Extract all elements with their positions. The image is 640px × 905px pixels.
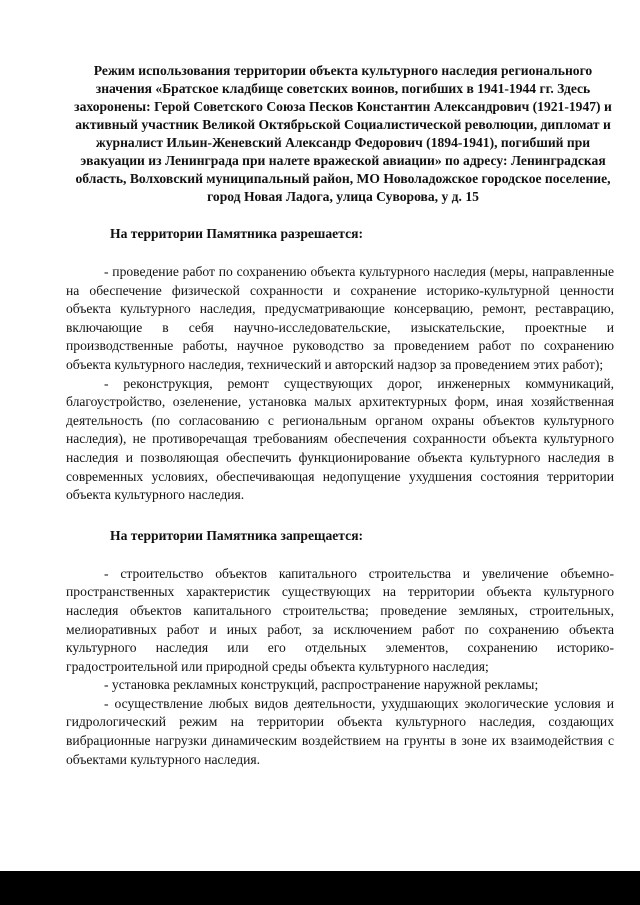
forbidden-heading: На территории Памятника запрещается: xyxy=(110,527,364,543)
forbidden-item: - осуществление любых видов деятельности, ухудшающих экологические условия и гидрологический режим на территории объекта культурного наследия, создающих вибрационные нагрузки динамическим воздействием на грунты в зоне их взаимодействия с объектами культурного наследия. xyxy=(66,695,614,767)
forbidden-section xyxy=(66,527,614,770)
allowed-heading: На территории Памятника разрешается: xyxy=(110,226,363,241)
allowed-item: - проведение работ по сохранению объекта культурного наследия (меры, направленные на обеспечение физической сохранности и сохранение историко-культурной ценности объекта культурного наследия, предусматривающие консервацию, ремонт, реставрацию, включающие в себя научно-исследовательские, изыскательские, проектные и производственные работы, научное руководство за проведением работ по сохранению объекта культурного наследия, технический и авторский надзор за проведением этих работ); xyxy=(66,264,614,372)
forbidden-item: - установка рекламных конструкций, распространение наружной рекламы; xyxy=(104,677,539,693)
forbidden-item: - строительство объектов капитального строительства и увеличение объемно-пространственных характеристик существующих на территории объекта культурного наследия объектов капитального строительства; проведение земляных, строительных, мелиоративных работ и иных работ, за исключением работ по сохранению объекта культурного наследия или его отдельных элементов, сохранению историко-градостроительной или природной среды объекта культурного наследия; xyxy=(66,565,614,674)
scan-bottom-border xyxy=(0,871,640,905)
allowed-section xyxy=(66,225,614,505)
document-title: Режим использования территории объекта культурного наследия регионального значения «Братское кладбище советских воинов, погибших в 1941-1944 гг. Здесь захоронены: Герой Советского Союза Песков Константин Александрович (1921-1947) и активный участник Великой Октябрьской Социалистической революции, дипломат и журналист Ильин-Женевский Александр Федорович (1894-1941), погибший при эвакуации из Ленинграда при налете вражеской авиации» по адресу: Ленинградская область, Волховский муниципальный район, МО Новоладожское городское поселение, город Новая Ладога, улица Суворова, у д. 15 xyxy=(74,63,612,204)
allowed-item: - реконструкция, ремонт существующих дорог, инженерных коммуникаций, благоустройство, озеленение, установка малых архитектурных форм, иная хозяйственная деятельность (по согласованию с региональным органом охраны объектов культурного наследия), не противоречащая требованиям обеспечения сохранности объекта культурного наследия и позволяющая обеспечить функционирование объекта культурного наследия в современных условиях, обеспечивающая недопущение ухудшения состояния территории объекта культурного наследия. xyxy=(66,375,614,503)
